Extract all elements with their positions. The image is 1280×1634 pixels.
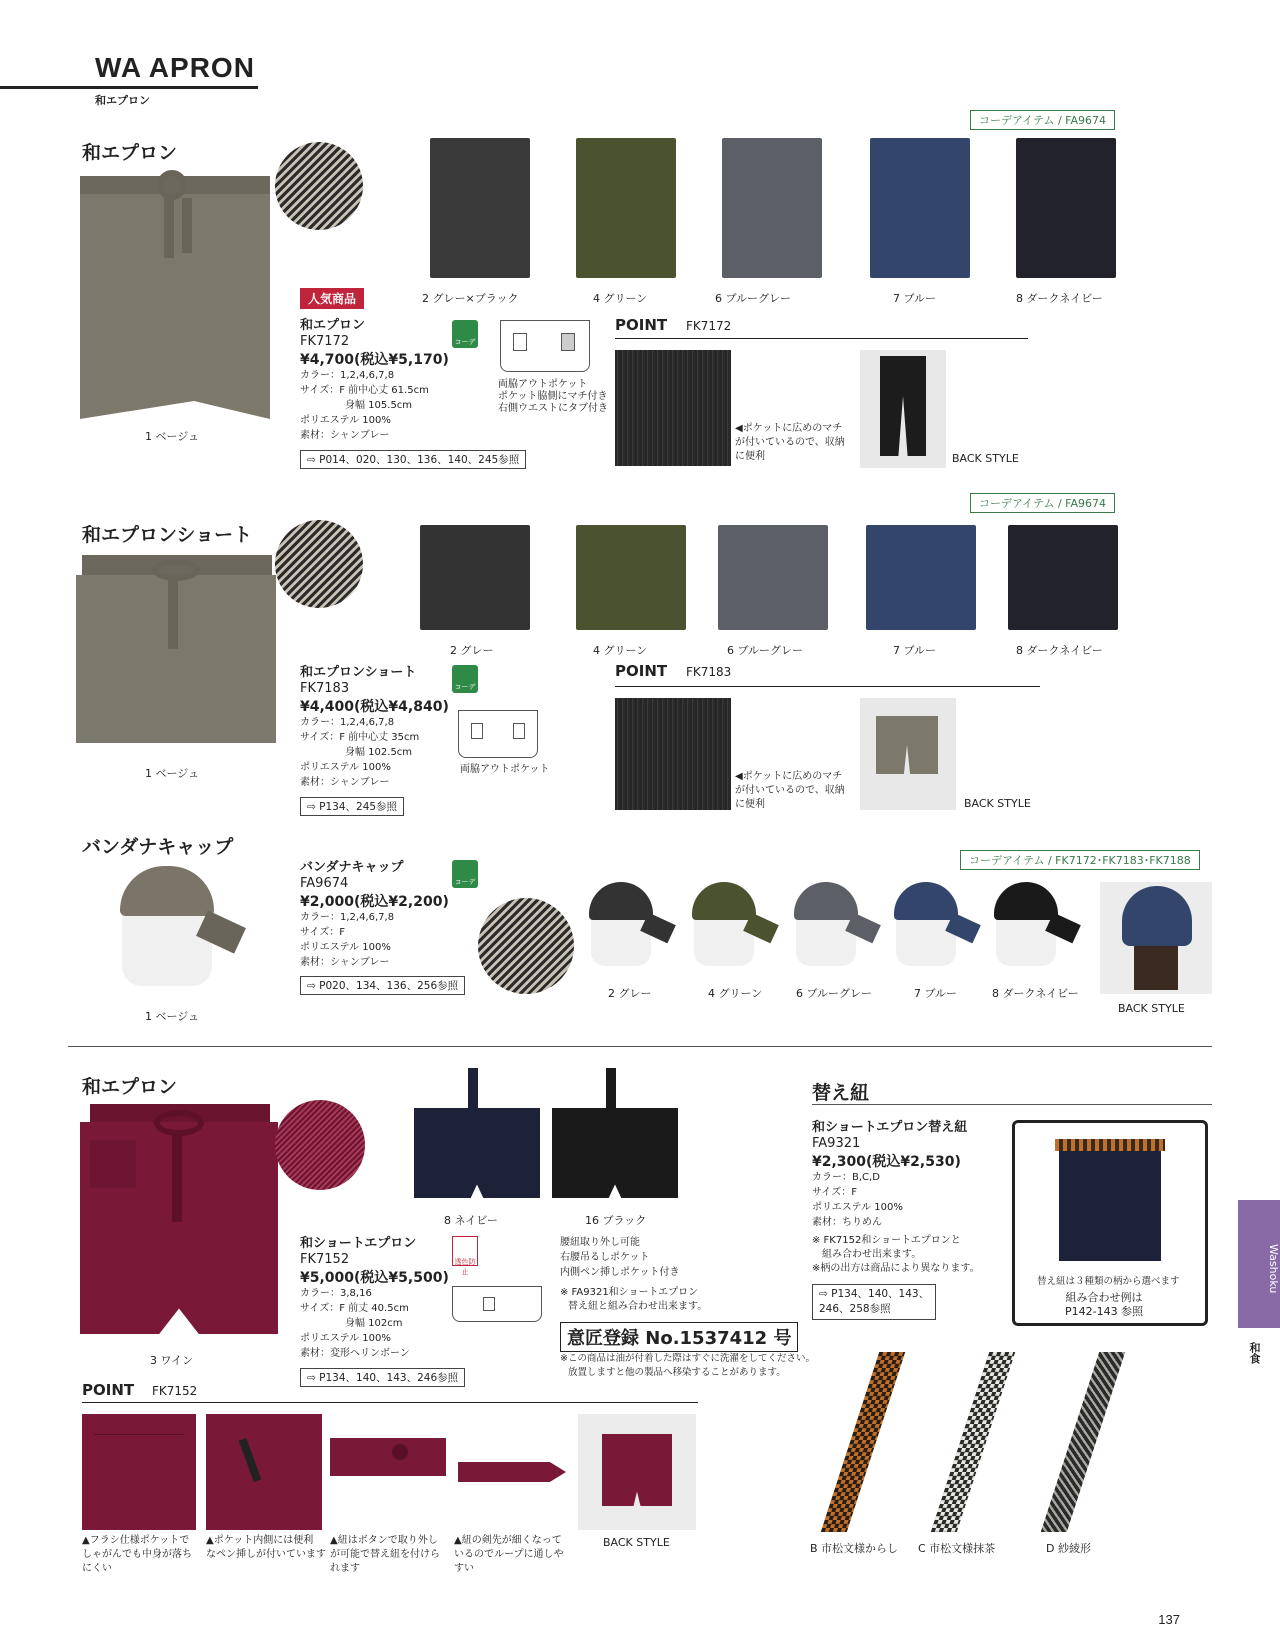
feature-note: 腰紐取り外し可能	[560, 1237, 640, 1248]
pocket-diagram-icon	[458, 710, 538, 758]
color-caption: 8 ネイビー	[444, 1214, 498, 1227]
feature-note: 内側ペン挿しポケット付き	[560, 1267, 680, 1278]
point-rule	[615, 686, 1040, 687]
color-variant-blue[interactable]	[870, 138, 970, 278]
spec-width: 身幅 105.5cm	[345, 400, 413, 411]
color-caption: 7 ブルー	[914, 987, 958, 1000]
popular-badge: 人気商品	[300, 288, 364, 309]
category-label: 和食	[1248, 1342, 1261, 1364]
apron-tie-left	[164, 198, 174, 258]
pocket-right-icon	[561, 333, 575, 351]
point-code: FK7183	[686, 665, 732, 679]
coord-item-label[interactable]: コーデアイテム / FA9674	[970, 110, 1115, 130]
product-price: ¥2,300(税込¥2,530)	[812, 1154, 961, 1170]
bandana-cap	[894, 882, 958, 920]
pocket-closeup-image	[615, 350, 731, 466]
spec-size: サイズ：F 前丈 40.5cm	[300, 1303, 409, 1314]
back-style-photo	[578, 1414, 696, 1530]
section-heading-apron: 和エプロン	[82, 142, 178, 164]
back-style-caption: BACK STYLE	[964, 797, 1031, 810]
apron-tie	[606, 1068, 616, 1168]
main-apron-image	[72, 168, 280, 423]
spec-material-pct: ポリエステル 100%	[300, 1333, 391, 1344]
section-heading-apron-2: 和エプロン	[82, 1076, 178, 1098]
point-rule	[82, 1402, 698, 1403]
box-note	[1065, 1291, 1143, 1319]
fabric-swatch	[275, 142, 363, 230]
string-caption: C 市松文様抹茶	[918, 1542, 996, 1555]
spec-colors: カラー：1,2,4,6,7,8	[300, 370, 395, 381]
point-note: ▲フラシ仕様ポケットで	[82, 1535, 190, 1546]
coordinate-ok-icon	[452, 665, 478, 700]
point-note: いるのでループに通しや	[454, 1549, 564, 1560]
section-heading-short-apron: 和エプロンショート	[82, 524, 253, 546]
product-price: ¥5,000(税込¥5,500)	[300, 1270, 449, 1286]
main-color-caption: 1 ベージュ	[145, 767, 200, 780]
category-tab[interactable]: Washoku	[1238, 1200, 1280, 1328]
coord-item-label[interactable]: コーデアイテム / FK7172･FK7183･FK7188	[960, 850, 1200, 870]
tie-band	[330, 1438, 446, 1476]
stain-prevention-label: 透色防止	[454, 1258, 476, 1276]
color-variant-dark-navy[interactable]	[990, 880, 1085, 980]
spec-material: 素材：シャンブレー	[300, 957, 390, 968]
apron-tie-right	[182, 198, 192, 253]
main-bandana-image	[112, 862, 252, 1002]
string-strip	[931, 1352, 1015, 1532]
product-name: 和エプロン	[300, 318, 366, 333]
main-wine-apron-image	[76, 1102, 281, 1340]
point-label: POINT	[615, 316, 668, 334]
point-label: POINT	[82, 1381, 135, 1399]
color-variant-gray[interactable]	[585, 880, 680, 980]
pocket-note: 右側ウエストにタブ付き	[498, 403, 608, 414]
color-caption: 6 ブルーグレー	[727, 644, 804, 657]
product-code: FK7152	[300, 1252, 350, 1267]
bandana-cap	[994, 882, 1058, 920]
point-note: ◀ポケットに広めのマチ	[735, 771, 843, 782]
button-icon	[392, 1444, 408, 1460]
spec-material-pct: ポリエステル 100%	[300, 762, 391, 773]
care-note: ※この商品は油が付着した際はすぐに洗濯をしてください。	[560, 1353, 815, 1364]
section-heading-bandana: バンダナキャップ	[82, 836, 234, 858]
combo-note: ※ FA9321和ショートエプロン	[560, 1287, 699, 1298]
back-style-caption: BACK STYLE	[952, 452, 1019, 465]
spec-material: 素材：変形ヘリンボーン	[300, 1348, 410, 1359]
spec-width: 身幅 102cm	[345, 1318, 403, 1329]
coordinate-ok-label: コーデOK	[454, 338, 476, 355]
color-variant-navy[interactable]	[412, 1068, 542, 1200]
color-variant-green[interactable]	[688, 880, 783, 980]
point-note: が付いているので、収納	[735, 437, 845, 448]
coordinate-ok-icon	[452, 320, 478, 355]
point-code: FK7172	[686, 319, 732, 333]
color-caption: 16 ブラック	[585, 1214, 647, 1227]
pen-icon	[239, 1438, 262, 1482]
reference-pages[interactable]: ⇨ P014、020、130、136、140、245参照	[300, 450, 526, 469]
product-code: FA9321	[812, 1136, 861, 1151]
product-code: FK7183	[300, 681, 350, 696]
product-name: 和ショートエプロン替え紐	[812, 1120, 968, 1135]
spec-colors: カラー：1,2,4,6,7,8	[300, 912, 395, 923]
coordinate-ok-label: コーデOK	[454, 878, 476, 895]
color-variant-gray[interactable]	[420, 525, 530, 630]
point-note: ◀ポケットに広めのマチ	[735, 423, 843, 434]
pocket-note: 両脇アウトポケット	[498, 379, 588, 390]
product-price: ¥4,700(税込¥5,170)	[300, 352, 449, 368]
color-variant-bluegray[interactable]	[722, 138, 822, 278]
fabric-swatch	[478, 898, 574, 994]
spec-material-pct: ポリエステル 100%	[812, 1202, 903, 1213]
apron-tie	[468, 1068, 478, 1168]
color-variant-bluegray[interactable]	[790, 880, 885, 980]
page-number: 137	[1158, 1612, 1180, 1627]
point-photo-pen-pocket	[206, 1414, 322, 1530]
point-note: ▲ポケット内側には便利	[206, 1535, 314, 1546]
spec-size: サイズ：F 前中心丈 35cm	[300, 732, 420, 743]
product-code: FK7172	[300, 334, 350, 349]
spec-colors: カラー：B,C,D	[812, 1172, 880, 1183]
title-underline	[0, 86, 258, 89]
pocket-closeup-image	[615, 698, 731, 810]
color-caption: 7 ブルー	[893, 292, 937, 305]
combo-note: 替え紐と組み合わせ出来ます。	[568, 1301, 708, 1312]
bandana-cap	[692, 882, 756, 920]
pocket-icon	[483, 1297, 495, 1311]
pocket-left-icon	[513, 333, 527, 351]
color-variant-black[interactable]	[550, 1068, 680, 1200]
combo-note: 組み合わせ出来ます。	[822, 1249, 922, 1260]
main-short-apron-image	[72, 555, 280, 750]
back-style-caption: BACK STYLE	[603, 1536, 670, 1549]
spec-size: サイズ：F	[300, 927, 345, 938]
color-variant-green[interactable]	[576, 525, 686, 630]
point-note: しゃがんでも中身が落ち	[82, 1549, 192, 1560]
main-color-caption: 1 ベージュ	[145, 1010, 200, 1023]
back-style-photo	[860, 350, 946, 468]
pocket-diagram-icon	[500, 320, 590, 372]
page-subtitle: 和エプロン	[95, 94, 150, 107]
color-caption: 8 ダークネイビー	[1016, 644, 1103, 657]
color-caption: 2 グレー×ブラック	[422, 292, 519, 305]
string-strip	[1041, 1352, 1125, 1532]
point-rule	[615, 338, 1028, 339]
stain-prevention-icon	[452, 1236, 478, 1276]
back-apron	[880, 356, 926, 456]
spec-colors: カラー：3,8,16	[300, 1288, 372, 1299]
color-variant-gray-black[interactable]	[430, 138, 530, 278]
pattern-note: ※柄の出方は商品により異なります。	[812, 1263, 980, 1274]
reference-line: 246、258参照	[819, 1303, 891, 1315]
feature-note: 右腰吊るしポケット	[560, 1252, 650, 1263]
apron-bow	[152, 559, 200, 581]
color-variant-dark-navy[interactable]	[1008, 525, 1118, 630]
point-label: POINT	[615, 662, 668, 680]
fabric-swatch	[275, 1100, 365, 1190]
spec-material: 素材：ちりめん	[812, 1217, 882, 1228]
color-caption: 4 グリーン	[708, 987, 763, 1000]
point-note: ▲紐はボタンで取り外し	[330, 1535, 438, 1546]
string-pattern-b[interactable]	[810, 1352, 920, 1532]
spec-size: サイズ：F 前中心丈 61.5cm	[300, 385, 429, 396]
care-note: 放置しますと他の製品へ移染することがあります。	[568, 1367, 786, 1378]
spec-material: 素材：シャンブレー	[300, 430, 390, 441]
color-caption: 8 ダークネイビー	[992, 987, 1079, 1000]
design-registration: 意匠登録 No.1537412 号	[560, 1322, 798, 1352]
example-combo-box	[1012, 1120, 1208, 1326]
color-variant-blue[interactable]	[890, 880, 985, 980]
product-price: ¥4,400(税込¥4,840)	[300, 699, 449, 715]
pocket-left-icon	[471, 723, 483, 739]
bandana-cap	[1122, 886, 1192, 946]
section-divider	[68, 1046, 1212, 1047]
apron-body	[1059, 1151, 1161, 1261]
point-note: にくい	[82, 1563, 112, 1574]
reference-pages[interactable]: ⇨ P020、134、136、256参照	[300, 976, 465, 995]
color-caption: 6 ブルーグレー	[796, 987, 873, 1000]
coordinate-ok-icon	[452, 860, 478, 895]
bandana-back-style-photo	[1100, 882, 1212, 994]
box-note-line: P142-143 参照	[1065, 1305, 1144, 1318]
back-apron	[602, 1434, 672, 1506]
point-note: なペン挿しが付いています	[206, 1549, 326, 1560]
pocket-diagram-icon	[452, 1286, 542, 1322]
color-caption: 4 グリーン	[593, 644, 648, 657]
box-note-line: 組み合わせ例は	[1065, 1291, 1143, 1304]
main-color-caption: 1 ベージュ	[145, 430, 200, 443]
person-neck	[1134, 946, 1178, 990]
page-title: WA APRON	[95, 52, 255, 83]
point-note: が付いているので、収納	[735, 785, 845, 796]
point-note: が可能で替え紐を付けら	[330, 1549, 440, 1560]
spec-material-pct: ポリエステル 100%	[300, 942, 391, 953]
point-photo-tie-tip	[454, 1414, 570, 1530]
pocket-seam	[94, 1434, 184, 1435]
reference-pages[interactable]: ⇨ P134、245参照	[300, 797, 404, 816]
point-note: すい	[454, 1563, 474, 1574]
back-apron	[876, 716, 938, 774]
point-code: FK7152	[152, 1384, 198, 1398]
point-photo-button-tie	[330, 1414, 446, 1530]
reference-line: ⇨ P134、140、143、	[819, 1288, 930, 1300]
spec-material-pct: ポリエステル 100%	[300, 415, 391, 426]
spec-width: 身幅 102.5cm	[345, 747, 413, 758]
apron-bow	[157, 170, 187, 200]
apron-tie	[172, 1132, 182, 1222]
color-caption: 6 ブルーグレー	[715, 292, 792, 305]
string-caption: B 市松文様からし	[810, 1542, 899, 1555]
color-caption: 8 ダークネイビー	[1016, 292, 1103, 305]
color-caption: 7 ブルー	[893, 644, 937, 657]
point-photo-pocket	[82, 1414, 196, 1530]
string-pattern-d[interactable]	[1030, 1352, 1140, 1532]
product-name: バンダナキャップ	[300, 860, 404, 875]
color-caption: 2 グレー	[608, 987, 652, 1000]
tie-tip	[458, 1462, 566, 1482]
back-style-photo	[860, 698, 956, 810]
string-strip	[821, 1352, 905, 1532]
color-caption: 2 グレー	[450, 644, 494, 657]
pocket-note: ポケット脇側にマチ付き	[498, 391, 608, 402]
color-variant-dark-navy[interactable]	[1016, 138, 1116, 278]
reference-pages[interactable]: ⇨ P134、140、143、246参照	[300, 1368, 465, 1387]
main-color-caption: 3 ワイン	[150, 1354, 194, 1367]
point-note: れます	[330, 1563, 360, 1574]
point-note: に便利	[735, 451, 765, 462]
section-rule	[812, 1104, 1212, 1105]
point-note: に便利	[735, 799, 765, 810]
bandana-cap	[794, 882, 858, 920]
combo-note: ※ FK7152和ショートエプロンと	[812, 1235, 961, 1246]
back-style-caption: BACK STYLE	[1118, 1002, 1185, 1015]
reference-pages[interactable]	[812, 1284, 936, 1320]
pocket-note: 両脇アウトポケット	[460, 764, 550, 775]
box-caption: 替え紐は３種類の柄から選べます	[1037, 1276, 1180, 1287]
bandana-cap	[589, 882, 653, 920]
pocket-right-icon	[513, 723, 525, 739]
product-code: FA9674	[300, 876, 349, 891]
spec-material: 素材：シャンブレー	[300, 777, 390, 788]
product-name: 和エプロンショート	[300, 665, 417, 680]
point-note: ▲紐の剣先が細くなって	[454, 1535, 562, 1546]
apron-body	[80, 194, 270, 419]
apron-pocket	[90, 1140, 136, 1188]
color-variant-green[interactable]	[576, 138, 676, 278]
section-heading-replacement-string: 替え紐	[812, 1082, 870, 1104]
string-pattern-c[interactable]	[920, 1352, 1030, 1532]
coord-item-label[interactable]: コーデアイテム / FA9674	[970, 493, 1115, 513]
color-caption: 4 グリーン	[593, 292, 648, 305]
replacement-string-band	[1055, 1139, 1165, 1151]
color-variant-bluegray[interactable]	[718, 525, 828, 630]
product-price: ¥2,000(税込¥2,200)	[300, 894, 449, 910]
string-caption: D 紗綾形	[1046, 1542, 1091, 1555]
spec-size: サイズ：F	[812, 1187, 857, 1198]
spec-colors: カラー：1,2,4,6,7,8	[300, 717, 395, 728]
fabric-swatch	[275, 520, 363, 608]
bandana-cap	[120, 866, 214, 916]
apron-tie	[168, 579, 178, 649]
coordinate-ok-label: コーデOK	[454, 683, 476, 700]
color-variant-blue[interactable]	[866, 525, 976, 630]
product-name: 和ショートエプロン	[300, 1236, 417, 1251]
